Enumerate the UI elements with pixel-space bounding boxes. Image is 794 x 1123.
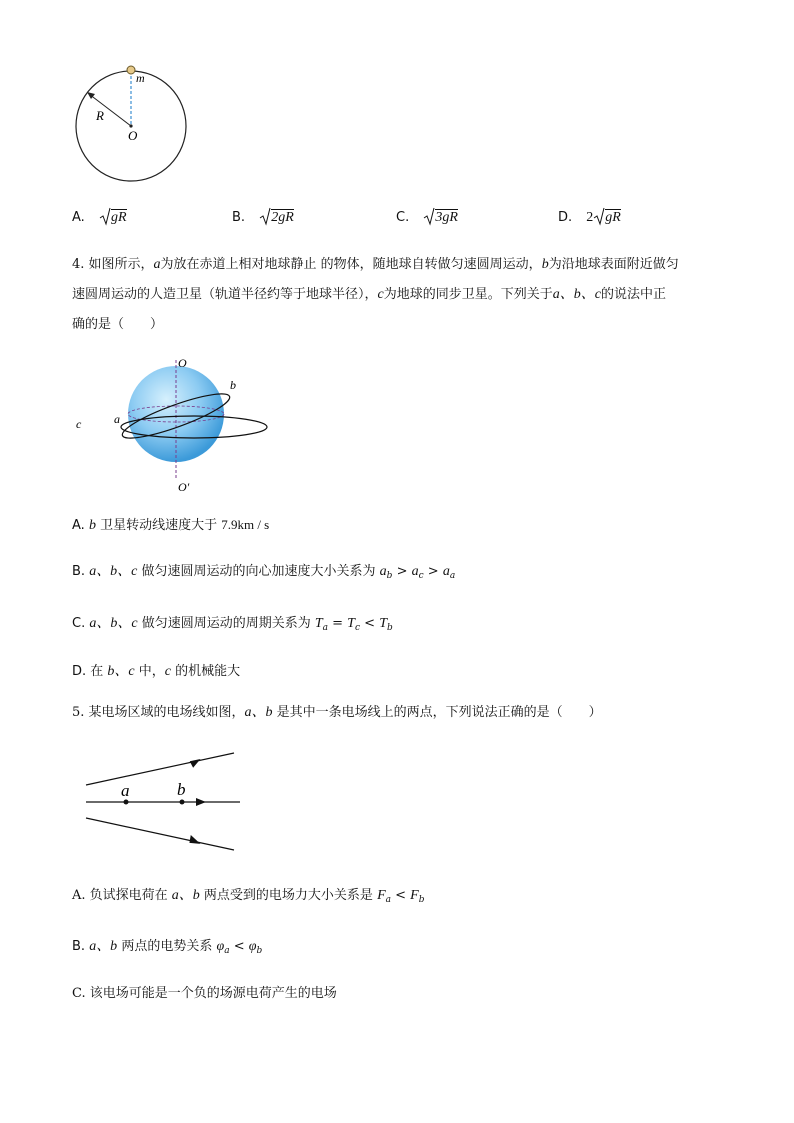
op-span: < [229, 939, 249, 954]
var-span: F [410, 888, 419, 903]
option-letter: B. [232, 210, 246, 225]
text-span: 两点受到的电场力大小关系是 [199, 888, 378, 903]
q4-option-c[interactable] [72, 615, 393, 637]
var-span: φ [248, 939, 257, 954]
var-span: φ [216, 939, 225, 954]
q3-mass-dot [127, 66, 135, 74]
field-line-bottom [86, 818, 234, 850]
option-expr: 2gR [271, 210, 294, 225]
q3-option-d[interactable] [558, 206, 621, 227]
q5-field-lines-figure [80, 745, 250, 855]
sub-span: a [449, 571, 456, 581]
option-letter: C. [72, 616, 90, 631]
q4-label-b: b [230, 378, 236, 392]
var-span: T [347, 616, 355, 631]
var-span: b、c [107, 664, 135, 679]
q5-option-a[interactable] [72, 887, 425, 909]
q5-option-c[interactable] [72, 985, 337, 1003]
sub-span: b [386, 623, 393, 633]
q5-option-b[interactable] [72, 938, 262, 960]
var-span: T [314, 616, 323, 631]
point-b [180, 800, 185, 805]
text-span: 为沿地球表面附近做匀 [548, 257, 679, 272]
sub-span: b [418, 895, 425, 905]
text-span: 的说法中正 [600, 287, 666, 302]
arrow-head-icon [196, 798, 206, 806]
sub-span: a [385, 895, 391, 905]
q5-stem [72, 704, 602, 722]
var-span: a、b [171, 888, 200, 903]
q4-label-c: c [76, 417, 82, 431]
text-span: 中， [134, 664, 165, 679]
text-span: 是其中一条电场线上的两点，下列说法正确的是（ ） [272, 705, 602, 720]
q4-label-O: O [178, 356, 187, 370]
text-span: 速圆周运动的人造卫星（轨道半径约等于地球半径）， [72, 287, 378, 302]
q3-option-a[interactable] [72, 206, 127, 227]
option-letter: A. 负试探电荷在 [72, 888, 172, 903]
op-span: > [392, 564, 412, 579]
q3-label-O: O [128, 128, 138, 143]
option-letter: D. 在 [72, 664, 108, 679]
text-span: 5. 某电场区域的电场线如图， [72, 705, 245, 720]
op-span: > [423, 564, 443, 579]
op-span: = [328, 616, 348, 631]
q5-label-a: a [121, 781, 130, 800]
sub-span: b [256, 946, 263, 956]
sqrt-icon [99, 206, 111, 226]
arrow-head-icon [189, 835, 201, 845]
var-span: b [541, 257, 549, 272]
q3-label-R: R [96, 108, 104, 123]
q5-label-b: b [177, 780, 186, 799]
option-text: C. 该电场可能是一个负的场源电荷产生的电场 [72, 986, 337, 1001]
var-span: a、b [244, 705, 273, 720]
op-span: < [360, 616, 380, 631]
option-expr: gR [110, 210, 127, 225]
q4-earth-figure [70, 350, 280, 498]
q4-stem-line1 [72, 256, 679, 274]
option-coef: 2 [586, 210, 594, 225]
option-letter: A. [72, 210, 85, 225]
q4-option-b[interactable] [72, 563, 455, 585]
q3-option-b[interactable] [232, 206, 294, 227]
sub-span: b [386, 571, 393, 581]
text-span: 为地球的同步卫星。下列关于 [383, 287, 553, 302]
op-span: < [391, 888, 411, 903]
var-span: a [442, 564, 450, 579]
text-span: 卫星转动线速度大于 [95, 518, 222, 533]
sqrt-icon [593, 206, 605, 226]
sub-span: c [354, 623, 361, 633]
var-span: c [377, 287, 384, 302]
var-span: a [153, 257, 161, 272]
q4-option-a[interactable] [72, 516, 269, 535]
sub-span: a [224, 946, 230, 956]
var-span: b [88, 518, 96, 533]
field-line-top [86, 753, 234, 785]
value-span: 7.9km / s [221, 517, 270, 532]
text-span: 做匀速圆周运动的周期关系为 [137, 616, 315, 631]
q3-circle-figure [60, 60, 200, 190]
var-span: a [379, 564, 387, 579]
text-span: 4. 如图所示， [72, 257, 154, 272]
option-letter: B. [72, 564, 90, 579]
sqrt-icon [259, 206, 271, 226]
option-expr: 3gR [435, 210, 458, 225]
sub-span: c [418, 571, 424, 581]
q4-option-d[interactable] [72, 663, 240, 681]
q3-label-m: m [136, 71, 145, 85]
var-span: T [379, 616, 387, 631]
sub-span: a [322, 623, 328, 633]
var-span: F [377, 888, 386, 903]
var-span: c [164, 664, 171, 679]
option-expr: gR [605, 210, 621, 225]
text-span: 为放在赤道上相对地球静止 的物体，随地球自转做匀速圆周运动， [160, 257, 542, 272]
option-letter: C. [396, 210, 410, 225]
sqrt-icon [423, 206, 435, 226]
text-span: 两点的电势关系 [117, 939, 217, 954]
var-span: a、b、c [89, 564, 138, 579]
q4-stem-line2 [72, 286, 666, 304]
var-span: a、b [89, 939, 118, 954]
q4-label-O2: O′ [178, 480, 190, 494]
point-a [124, 800, 129, 805]
text-span: 做匀速圆周运动的向心加速度大小关系为 [137, 564, 380, 579]
option-letter: D. [558, 210, 573, 225]
text-span: 的机械能大 [171, 664, 241, 679]
var-span: a [411, 564, 419, 579]
text-span: 确的是（ ） [72, 317, 164, 332]
q3-option-c[interactable] [396, 206, 458, 227]
option-letter: B. [72, 939, 90, 954]
option-letter: A. [72, 518, 89, 533]
var-span: a、b、c [89, 616, 138, 631]
q4-stem-line3 [72, 316, 163, 334]
q4-label-a: a [114, 412, 120, 426]
var-span: a、b、c [552, 287, 601, 302]
